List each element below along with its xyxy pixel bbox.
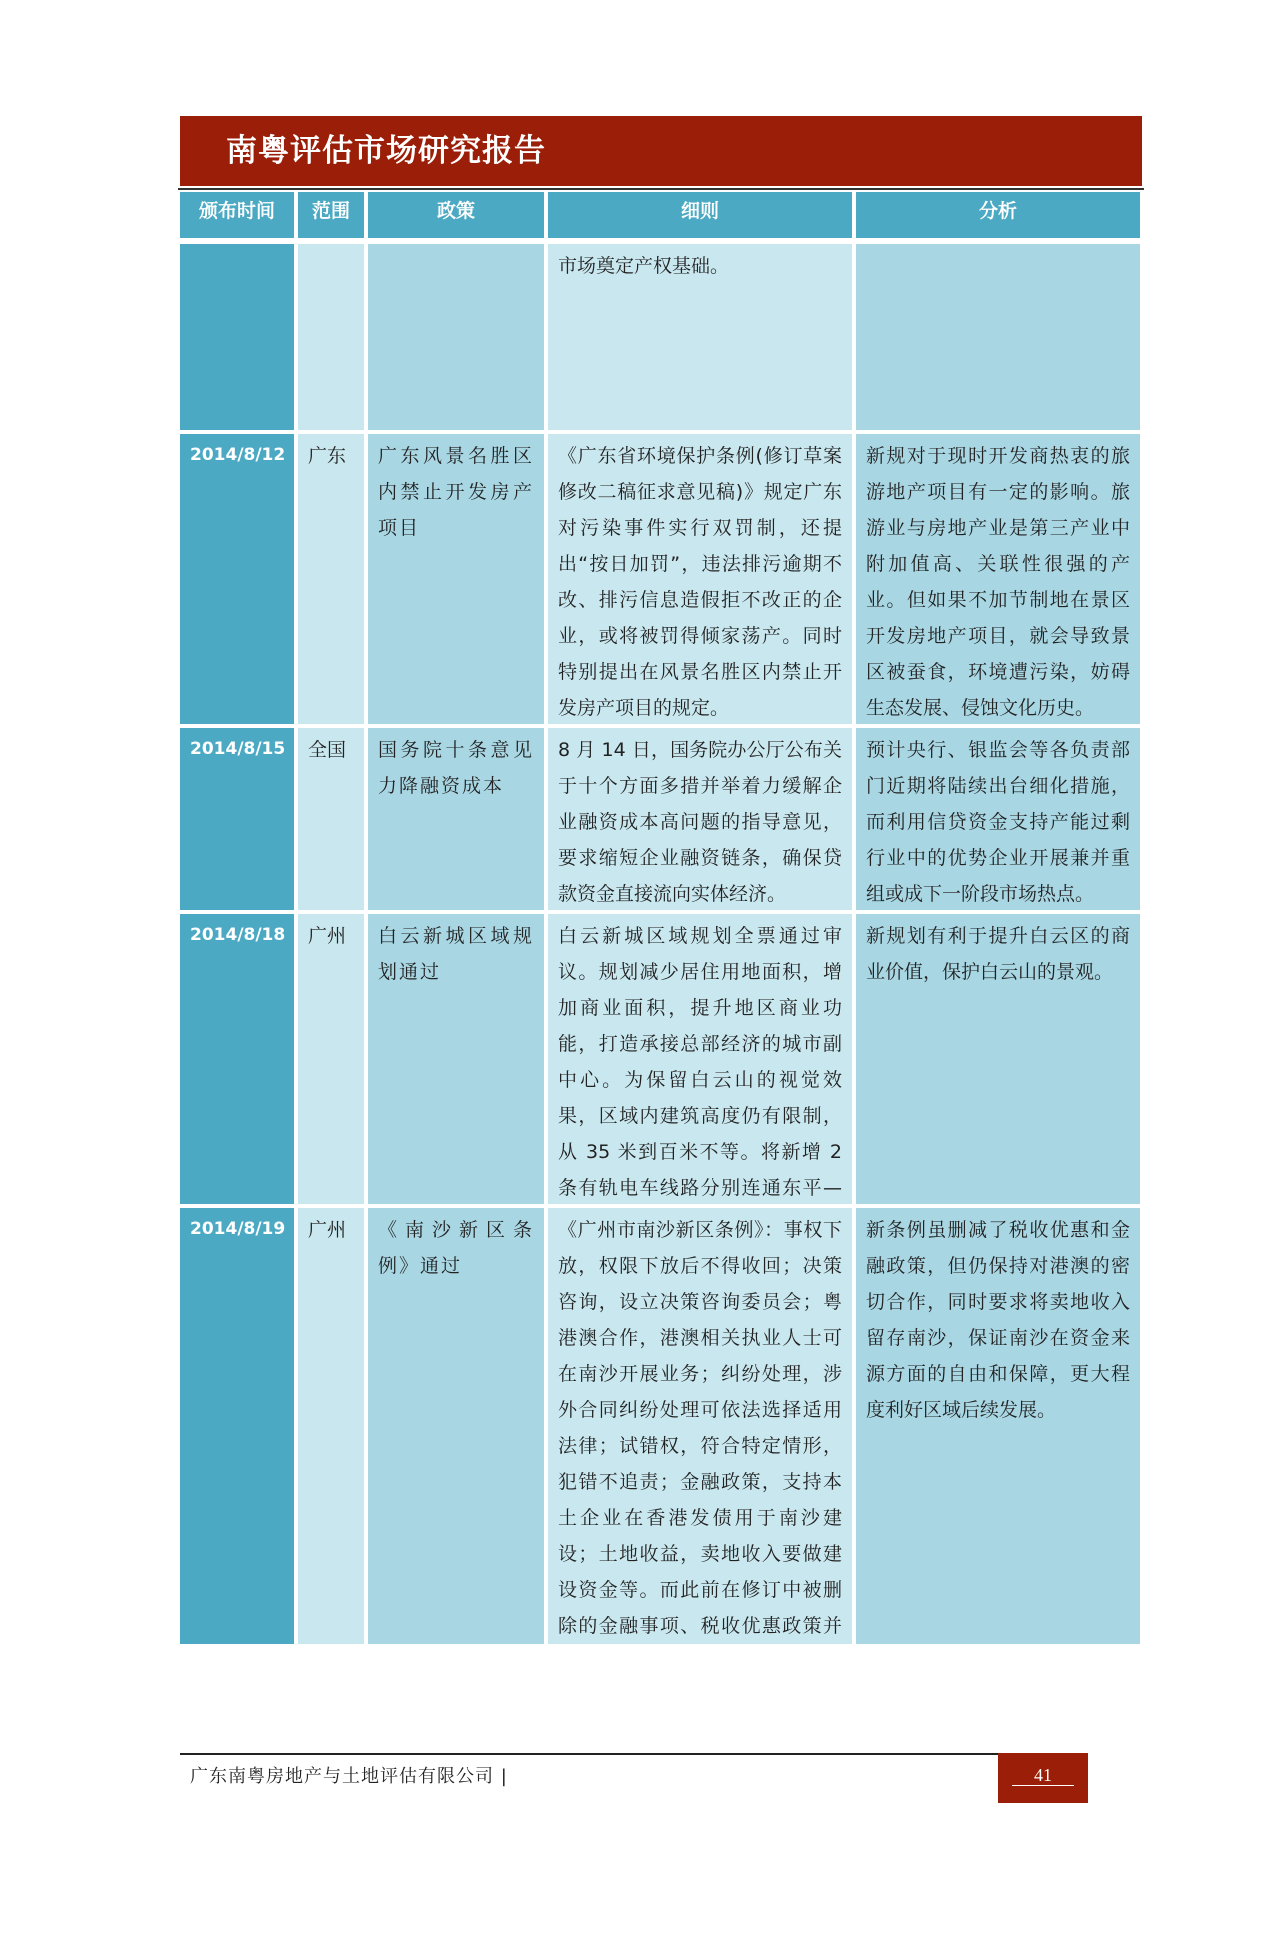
footer-divider — [180, 1753, 998, 1755]
cell-scope: 广东 — [298, 434, 364, 724]
table-row — [180, 914, 1140, 1204]
report-title-banner — [180, 116, 1142, 186]
page-number-underline — [1012, 1785, 1074, 1786]
footer-company: 广东南粤房地产与土地评估有限公司 | — [190, 1766, 508, 1787]
table-row — [180, 1208, 1140, 1644]
cell-details: 《广州市南沙新区条例》：事权下放，权限下放后不得收回；决策咨询，设立决策咨询委员会；粤港澳合作，港澳相关执业人士可在南沙开展业务；纠纷处理，涉外合同纠纷处理可依法选择适用法律；试错权，符合特定情形，犯错不追责；金融政策，支持本土企业在香港发债用于南沙建设；土地收益，卖地收入要做建设资金等。而此前在修订中被删除的金融事项、税收优惠政策并 — [548, 1208, 852, 1644]
cell-date: 2014/8/12 — [180, 434, 294, 724]
cell-policy — [368, 244, 544, 430]
report-title: 南粤评估市场研究报告 — [226, 133, 546, 169]
title-divider — [178, 188, 1144, 190]
cell-scope — [298, 244, 364, 430]
page-number: 41 — [1034, 1765, 1052, 1785]
cell-policy: 广东风景名胜区内禁止开发房产项目 — [368, 434, 544, 724]
cell-date: 2014/8/18 — [180, 914, 294, 1204]
cell-scope: 广州 — [298, 914, 364, 1204]
column-header-analysis: 分析 — [856, 192, 1140, 238]
cell-date: 2014/8/19 — [180, 1208, 294, 1644]
cell-details: 白云新城区域规划全票通过审议。规划减少居住用地面积，增加商业面积，提升地区商业功能，打造承接总部经济的城市副中心。为保留白云山的视觉效果，区域内建筑高度仍有限制，从 35 米到百米不等。将新增 2 条有轨电车线路分别连通东平— — [548, 914, 852, 1204]
cell-date — [180, 244, 294, 430]
cell-details: 《广东省环境保护条例(修订草案修改二稿征求意见稿)》规定广东对污染事件实行双罚制，还提出“按日加罚”，违法排污逾期不改、排污信息造假拒不改正的企业，或将被罚得倾家荡产。同时特别提出在风景名胜区内禁止开发房产项目的规定。 — [548, 434, 852, 724]
cell-analysis: 新规对于现时开发商热衷的旅游地产项目有一定的影响。旅游业与房地产业是第三产业中附加值高、关联性很强的产业。但如果不加节制地在景区开发房地产项目，就会导致景区被蚕食，环境遭污染，妨碍生态发展、侵蚀文化历史。 — [856, 434, 1140, 724]
cell-analysis: 新条例虽删减了税收优惠和金融政策，但仍保持对港澳的密切合作，同时要求将卖地收入留存南沙，保证南沙在资金来源方面的自由和保障，更大程度利好区域后续发展。 — [856, 1208, 1140, 1644]
cell-scope: 全国 — [298, 728, 364, 910]
table-header-row — [180, 192, 1140, 238]
table-row — [180, 728, 1140, 910]
cell-details: 8 月 14 日，国务院办公厅公布关于十个方面多措并举着力缓解企业融资成本高问题的指导意见，要求缩短企业融资链条，确保贷款资金直接流向实体经济。 — [548, 728, 852, 910]
table-row — [180, 434, 1140, 724]
column-header-policy: 政策 — [368, 192, 544, 238]
cell-scope: 广州 — [298, 1208, 364, 1644]
cell-policy: 国务院十条意见力降融资成本 — [368, 728, 544, 910]
column-header-scope: 范围 — [298, 192, 364, 238]
column-header-date: 颁布时间 — [180, 192, 294, 238]
cell-analysis: 新规划有利于提升白云区的商业价值，保护白云山的景观。 — [856, 914, 1140, 1204]
cell-analysis — [856, 244, 1140, 430]
cell-policy: 白云新城区域规划通过 — [368, 914, 544, 1204]
page-number-box — [998, 1753, 1088, 1803]
cell-policy: 《南沙新区条例》通过 — [368, 1208, 544, 1644]
column-header-details: 细则 — [548, 192, 852, 238]
cell-details: 市场奠定产权基础。 — [548, 244, 852, 430]
cell-date: 2014/8/15 — [180, 728, 294, 910]
cell-analysis: 预计央行、银监会等各负责部门近期将陆续出台细化措施，而利用信贷资金支持产能过剩行业中的优势企业开展兼并重组或成下一阶段市场热点。 — [856, 728, 1140, 910]
table-row — [180, 244, 1140, 430]
